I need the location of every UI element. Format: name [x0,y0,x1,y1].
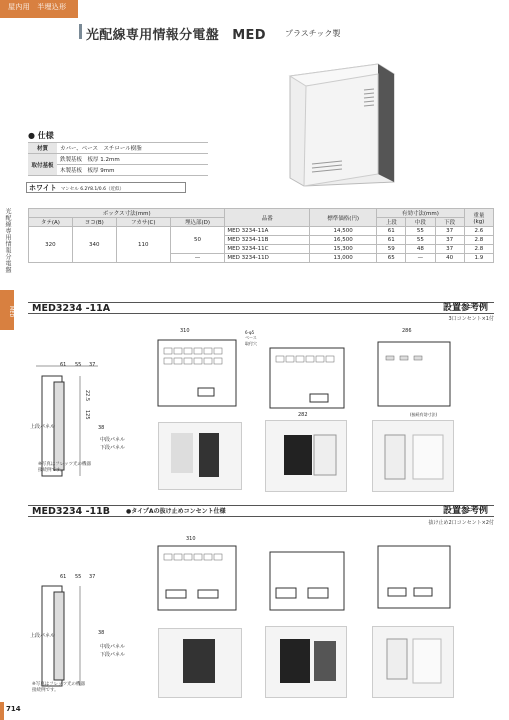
spec-heading: ● 仕様 [28,131,54,140]
dim-55: 55 [75,362,82,368]
cell-up: 59 [377,245,406,254]
label-mid-panel: 中段パネル [100,437,126,443]
color-code: マンセル 6.2Y8.1/0.6（近似） [60,187,124,192]
cell-low: 40 [435,254,464,263]
side-profile-drawing [28,570,108,690]
front-drawing-11b-2 [262,548,352,618]
label-low-panel: 下段パネル [100,445,126,451]
spec-key: 材質 [28,143,57,154]
th-box: ボックス寸法(mm) [29,209,225,218]
section-11b-header [28,505,494,517]
th-sub: タテ(A) [29,218,73,227]
section-right-label: 設置参考例 [442,506,488,516]
cell-model: MED 3234-11D [225,254,310,263]
photo-11a-2 [265,420,347,492]
dim-phi: 6-φ5 ベース 取付穴 [245,330,257,346]
cell-price: 14,500 [310,227,377,236]
cell-price: 15,300 [310,245,377,254]
spec-value: 木製基板 板厚 9mm [57,165,208,176]
spec-table [28,142,208,176]
spec-value: 鉄製基板 板厚 1.2mm [57,154,208,165]
page-accent [0,702,4,720]
th-price: 標準価格(円) [310,209,377,227]
photo-11b-1 [158,628,242,698]
th-sub: 中段 [406,218,435,227]
header-category-tag: 屋内用 半埋込形 [0,0,78,14]
cell-weight: 2.6 [464,227,493,236]
cell-weight: 2.8 [464,245,493,254]
outlet-note: 抜け止め2口コンセント×2付 [428,520,494,526]
cell-weight: 2.8 [464,236,493,245]
spec-value: カバー、ベース スチロール樹脂 [57,143,208,154]
dim-38: 38 [98,630,105,636]
cell-model: MED 3234-11A [225,227,310,236]
cell-b: 340 [72,227,116,263]
th-sub: 埋込部(D) [170,218,225,227]
section-title: MED3234 -11A [32,303,111,314]
cell-model: MED 3234-11B [225,236,310,245]
cell-mid: 55 [406,227,435,236]
page-subtitle: プラスチック製 [285,29,341,38]
th-sub: 下段 [435,218,464,227]
cell-d: 50 [170,227,225,254]
front-drawing-11b-3 [370,540,470,616]
title-accent [79,24,82,39]
dim-61: 61 [60,362,67,368]
cell-weight: 1.9 [464,254,493,263]
photo-11b-3 [372,626,454,698]
outlet-note: 3口コンセント×1付 [448,316,494,322]
section-note: ●タイプAの抜け止めコンセント仕様 [126,508,226,515]
dim-125: 125 [84,410,90,420]
section-right-label: 設置参考例 [442,303,488,313]
cell-mid: 55 [406,236,435,245]
cell-low: 37 [435,227,464,236]
cell-low: 37 [435,236,464,245]
cell-mid: — [406,254,435,263]
label-top-panel: 上段パネル [30,633,56,639]
dim-38: 38 [98,425,105,431]
front-drawing-11a [148,330,248,410]
th-sub: 上段 [377,218,406,227]
cell-model: MED 3234-11C [225,245,310,254]
color-name: ホワイト [29,184,57,192]
cell-low: 37 [435,245,464,254]
dim-37: 37 [89,362,96,368]
photo-note: ※写真はフレッツ光の機器 接続例です。 [38,462,92,473]
label-top-panel: 上段パネル [30,424,56,430]
th-eff: 有効寸法(mm) [377,209,465,218]
label-low-panel: 下段パネル [100,652,126,658]
photo-note: ※写真はフレッツ光の機器 接続例です。 [32,682,86,693]
product-image [282,60,398,188]
front-drawing-11a-3 [370,336,470,412]
section-11a-header [28,302,494,314]
cell-up: 65 [377,254,406,263]
cell-up: 61 [377,227,406,236]
dim-55: 55 [75,574,82,580]
dim-310: 310 [186,536,196,542]
th-sub: ヨコ(B) [72,218,116,227]
page-title: 光配線専用情報分電盤 MED [86,28,266,43]
page-number: 714 [6,705,21,713]
dim-61: 61 [60,574,67,580]
th-weight: 重量 (kg) [464,209,493,227]
sidebar-tab: MED [0,290,14,330]
cell-c: 110 [116,227,170,263]
dim-37: 37 [89,574,96,580]
dim-22: 22.5 [84,390,90,402]
section-title: MED3234 -11B [32,506,110,517]
color-spec [26,182,186,193]
cell-a: 320 [29,227,73,263]
dim-282: 282 [298,412,308,418]
front-drawing-11a-2 [262,344,352,414]
photo-11b-2 [265,626,347,698]
eff-note: (接続有効寸法) [410,412,438,417]
dim-286: 286 [402,328,412,334]
cell-d: — [170,254,225,263]
sidebar-text: 光配線専用情報分電盤 [4,208,11,273]
th-sub: フカサ(C) [116,218,170,227]
cell-price: 16,500 [310,236,377,245]
product-table [28,208,494,263]
cell-up: 61 [377,236,406,245]
photo-11a-3 [372,420,454,492]
header-accent-bar [0,14,78,18]
spec-key: 取付基板 [28,154,57,176]
dim-310: 310 [180,328,190,334]
label-mid-panel: 中段パネル [100,644,126,650]
front-drawing-11b [148,536,248,616]
photo-11a-1 [158,422,242,490]
cell-price: 13,000 [310,254,377,263]
cell-mid: 48 [406,245,435,254]
th-model: 品番 [225,209,310,227]
